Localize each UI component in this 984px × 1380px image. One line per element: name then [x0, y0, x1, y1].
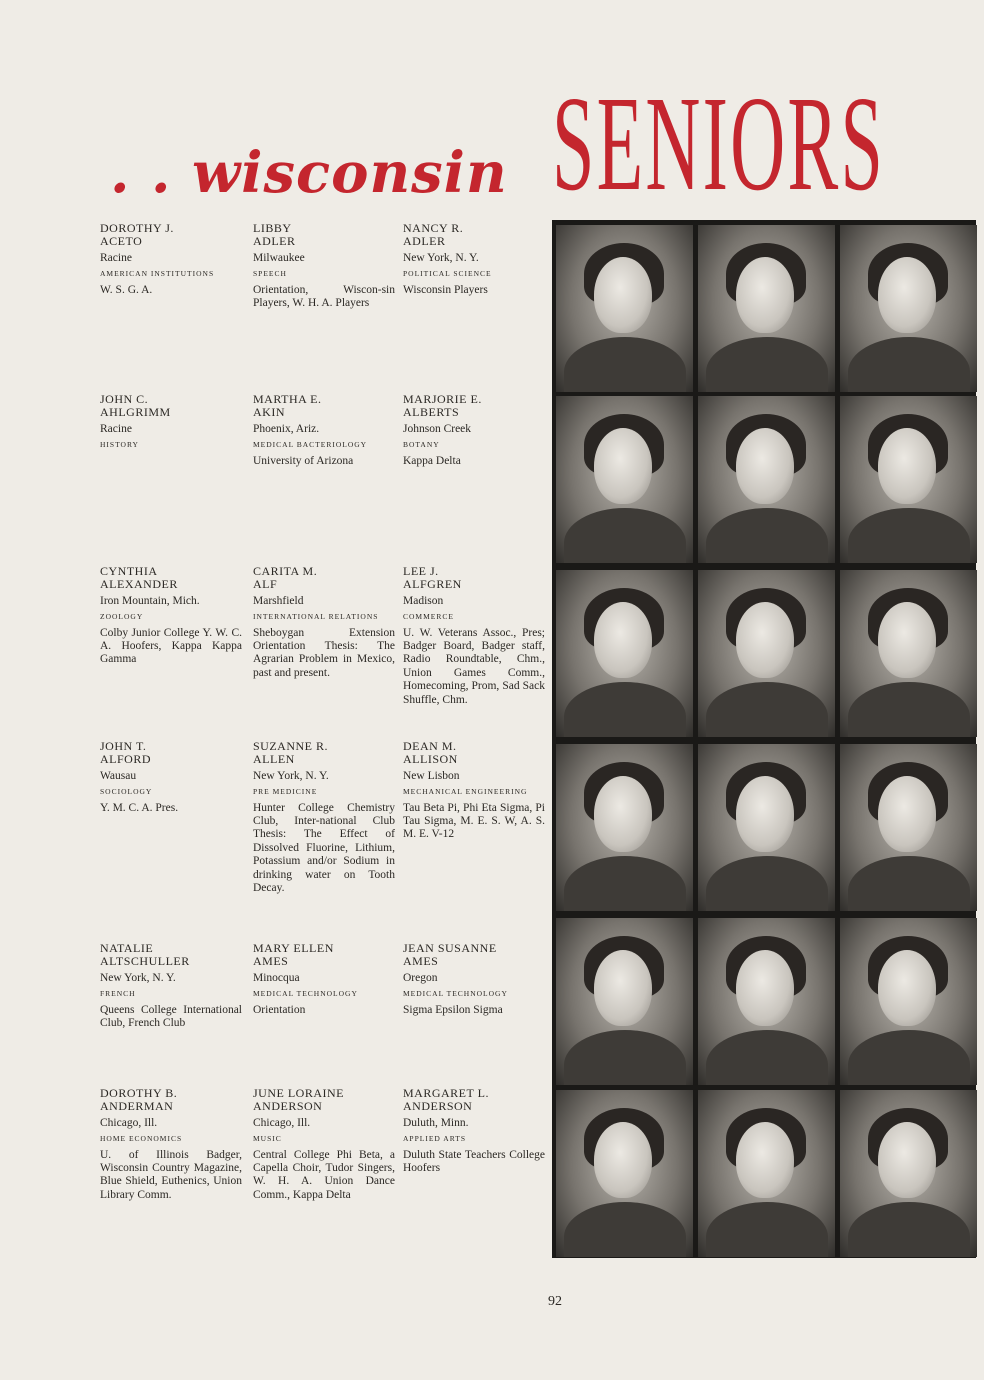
student-last-name: AKIN — [253, 405, 285, 420]
student-hometown: Madison — [403, 594, 444, 607]
student-last-name: ADLER — [403, 234, 446, 249]
student-entry — [403, 393, 545, 468]
student-major: POLITICAL SCIENCE — [403, 269, 492, 279]
student-hometown: Chicago, Ill. — [100, 1116, 158, 1129]
student-major: APPLIED ARTS — [403, 1134, 467, 1144]
portrait-photo — [556, 396, 693, 563]
portrait-face — [594, 257, 652, 333]
student-first-name: NANCY R. — [403, 221, 464, 235]
student-first-name: MARJORIE E. — [403, 392, 482, 406]
seniors-heading: SENIORS — [552, 69, 886, 219]
student-first-name: MARY ELLEN — [253, 941, 334, 955]
portrait-face — [878, 950, 936, 1026]
student-hometown: Oregon — [403, 971, 438, 984]
student-activities: Central College Phi Beta, a Capella Choir, Tudor Singers, W. H. A. Union Dance Comm., Kappa Delta — [253, 1148, 395, 1201]
portrait-body — [848, 1202, 970, 1257]
student-last-name: ALTSCHULLER — [100, 954, 190, 969]
portrait-face — [594, 1122, 652, 1198]
student-major: MEDICAL BACTERIOLOGY — [253, 440, 368, 450]
student-activities: Orientation — [253, 1003, 306, 1016]
student-activities: U. of Illinois Badger, Wisconsin Country Magazine, Blue Shield, Euthenics, Union Library Comm. — [100, 1148, 242, 1201]
portrait-face — [736, 602, 794, 678]
portrait-face — [878, 776, 936, 852]
portrait-body — [564, 337, 686, 392]
student-hometown: Minocqua — [253, 971, 300, 984]
student-first-name: CARITA M. — [253, 564, 318, 578]
portrait-body — [564, 1202, 686, 1257]
portrait-face — [736, 1122, 794, 1198]
student-last-name: AMES — [253, 954, 289, 969]
student-major: SPEECH — [253, 269, 287, 279]
portrait-photo — [556, 570, 693, 737]
portrait-body — [848, 1030, 970, 1085]
portrait-photo — [840, 225, 977, 392]
student-first-name: SUZANNE R. — [253, 739, 329, 753]
student-first-name: DOROTHY J. — [100, 221, 174, 235]
student-last-name: ALFORD — [100, 752, 152, 767]
student-hometown: Duluth, Minn. — [403, 1116, 469, 1129]
portrait-body — [706, 508, 828, 563]
student-activities: Sigma Epsilon Sigma — [403, 1003, 503, 1016]
student-entry — [403, 565, 545, 707]
portrait-photo — [556, 744, 693, 911]
student-last-name: ANDERSON — [253, 1099, 323, 1114]
student-first-name: CYNTHIA — [100, 564, 158, 578]
portrait-face — [594, 602, 652, 678]
student-hometown: Johnson Creek — [403, 422, 472, 435]
student-major: PRE MEDICINE — [253, 787, 318, 797]
portrait-body — [706, 856, 828, 911]
portrait-photo — [698, 570, 835, 737]
portrait-body — [706, 682, 828, 737]
student-activities: Colby Junior College Y. W. C. A. Hoofers, Kappa Kappa Gamma — [100, 626, 242, 666]
student-last-name: ANDERSON — [403, 1099, 473, 1114]
student-major: MUSIC — [253, 1134, 282, 1144]
student-entry — [100, 393, 242, 455]
student-first-name: JOHN C. — [100, 392, 149, 406]
student-first-name: JUNE LORAINE — [253, 1086, 344, 1100]
student-major: FRENCH — [100, 989, 136, 999]
portrait-photo — [698, 744, 835, 911]
student-entry — [403, 222, 545, 297]
portrait-photo — [556, 225, 693, 392]
student-hometown: Milwaukee — [253, 251, 305, 264]
portrait-body — [564, 1030, 686, 1085]
student-first-name: NATALIE — [100, 941, 154, 955]
student-major: ZOOLOGY — [100, 612, 144, 622]
student-major: COMMERCE — [403, 612, 454, 622]
student-activities: Queens College International Club, French Club — [100, 1003, 242, 1030]
student-activities: Y. M. C. A. Pres. — [100, 801, 179, 814]
student-hometown: New York, N. Y. — [100, 971, 176, 984]
portrait-face — [594, 428, 652, 504]
student-first-name: LIBBY — [253, 221, 292, 235]
student-first-name: MARTHA E. — [253, 392, 322, 406]
student-activities: W. S. G. A. — [100, 283, 153, 296]
student-last-name: ACETO — [100, 234, 143, 249]
student-activities: Kappa Delta — [403, 454, 461, 467]
student-major: SOCIOLOGY — [100, 787, 153, 797]
student-last-name: ALBERTS — [403, 405, 460, 420]
student-hometown: Racine — [100, 422, 132, 435]
student-major: HISTORY — [100, 440, 139, 450]
portrait-face — [878, 257, 936, 333]
page-number: 92 — [548, 1294, 562, 1309]
portrait-face — [878, 428, 936, 504]
portrait-photo — [840, 1090, 977, 1257]
student-major: BOTANY — [403, 440, 440, 450]
student-first-name: LEE J. — [403, 564, 439, 578]
student-first-name: DOROTHY B. — [100, 1086, 178, 1100]
portrait-body — [706, 1202, 828, 1257]
student-last-name: ADLER — [253, 234, 296, 249]
student-entry — [403, 1087, 545, 1175]
portrait-photo — [698, 225, 835, 392]
student-last-name: ALLISON — [403, 752, 458, 767]
student-entry — [253, 393, 395, 468]
student-major: MEDICAL TECHNOLOGY — [403, 989, 508, 999]
student-last-name: ANDERMAN — [100, 1099, 174, 1114]
portrait-face — [736, 257, 794, 333]
student-first-name: JEAN SUSANNE — [403, 941, 497, 955]
student-major: MECHANICAL ENGINEERING — [403, 787, 528, 797]
portrait-body — [706, 1030, 828, 1085]
student-last-name: ALEXANDER — [100, 577, 178, 592]
portrait-body — [706, 337, 828, 392]
student-major: INTERNATIONAL RELATIONS — [253, 612, 379, 622]
student-major: MEDICAL TECHNOLOGY — [253, 989, 358, 999]
student-entry — [100, 1087, 242, 1202]
portrait-photo — [840, 570, 977, 737]
portrait-face — [736, 950, 794, 1026]
portrait-face — [878, 1122, 936, 1198]
student-hometown: New York, N. Y. — [253, 769, 329, 782]
student-activities: Sheboygan Extension Orientation Thesis: The Agrarian Problem in Mexico, past and present. — [253, 626, 395, 679]
portrait-photo — [840, 918, 977, 1085]
student-hometown: Chicago, Ill. — [253, 1116, 311, 1129]
student-last-name: ALF — [253, 577, 278, 592]
wisconsin-script-title: . . wisconsin — [110, 140, 508, 206]
student-entry — [253, 942, 395, 1017]
portrait-face — [736, 776, 794, 852]
student-activities: U. W. Veterans Assoc., Pres; Badger Board, Badger staff, Radio Roundtable, Chm., Union Games Comm., Homecoming, Prom, Sad Sack Shuffle, Chm. — [403, 626, 545, 706]
student-first-name: JOHN T. — [100, 739, 147, 753]
student-activities: Hunter College Chemistry Club, Inter-national Club Thesis: The Effect of Dissolved Fluorine, Lithium, Potassium and/or Sodium in drinking water on Tooth Decay. — [253, 801, 395, 895]
student-hometown: Marshfield — [253, 594, 304, 607]
student-entry — [100, 565, 242, 667]
student-hometown: Phoenix, Ariz. — [253, 422, 320, 435]
student-activities: University of Arizona — [253, 454, 354, 467]
student-entry — [100, 942, 242, 1030]
student-entry — [253, 565, 395, 680]
student-last-name: AMES — [403, 954, 439, 969]
student-major: HOME ECONOMICS — [100, 1134, 183, 1144]
student-hometown: New Lisbon — [403, 769, 460, 782]
portrait-photo — [840, 396, 977, 563]
portrait-photo — [698, 396, 835, 563]
portrait-photo — [698, 918, 835, 1085]
student-entry — [100, 740, 242, 815]
portrait-face — [878, 602, 936, 678]
student-major: AMERICAN INSTITUTIONS — [100, 269, 215, 279]
student-hometown: Wausau — [100, 769, 137, 782]
student-activities: Tau Beta Pi, Phi Eta Sigma, Pi Tau Sigma, M. E. S. W, A. S. M. E. V-12 — [403, 801, 545, 841]
student-entry — [253, 1087, 395, 1202]
portrait-body — [564, 508, 686, 563]
portrait-body — [564, 856, 686, 911]
student-entry — [403, 740, 545, 842]
student-hometown: Racine — [100, 251, 132, 264]
student-first-name: DEAN M. — [403, 739, 457, 753]
portrait-body — [848, 508, 970, 563]
portrait-photo — [840, 744, 977, 911]
student-activities: Orientation, Wiscon-sin Players, W. H. A. Players — [253, 283, 395, 310]
portrait-photo — [556, 1090, 693, 1257]
student-activities: Wisconsin Players — [403, 283, 488, 296]
portrait-body — [848, 682, 970, 737]
portrait-photo — [698, 1090, 835, 1257]
portrait-face — [594, 776, 652, 852]
portrait-body — [848, 856, 970, 911]
student-hometown: Iron Mountain, Mich. — [100, 594, 200, 607]
student-hometown: New York, N. Y. — [403, 251, 479, 264]
portrait-body — [848, 337, 970, 392]
student-last-name: AHLGRIMM — [100, 405, 171, 420]
student-activities: Duluth State Teachers College Hoofers — [403, 1148, 545, 1175]
student-entry — [100, 222, 242, 297]
student-last-name: ALLEN — [253, 752, 295, 767]
portrait-body — [564, 682, 686, 737]
portrait-photo — [556, 918, 693, 1085]
student-last-name: ALFGREN — [403, 577, 462, 592]
student-entry — [253, 740, 395, 895]
student-first-name: MARGARET L. — [403, 1086, 489, 1100]
student-entry — [253, 222, 395, 310]
portrait-face — [736, 428, 794, 504]
student-entry — [403, 942, 545, 1017]
portrait-face — [594, 950, 652, 1026]
